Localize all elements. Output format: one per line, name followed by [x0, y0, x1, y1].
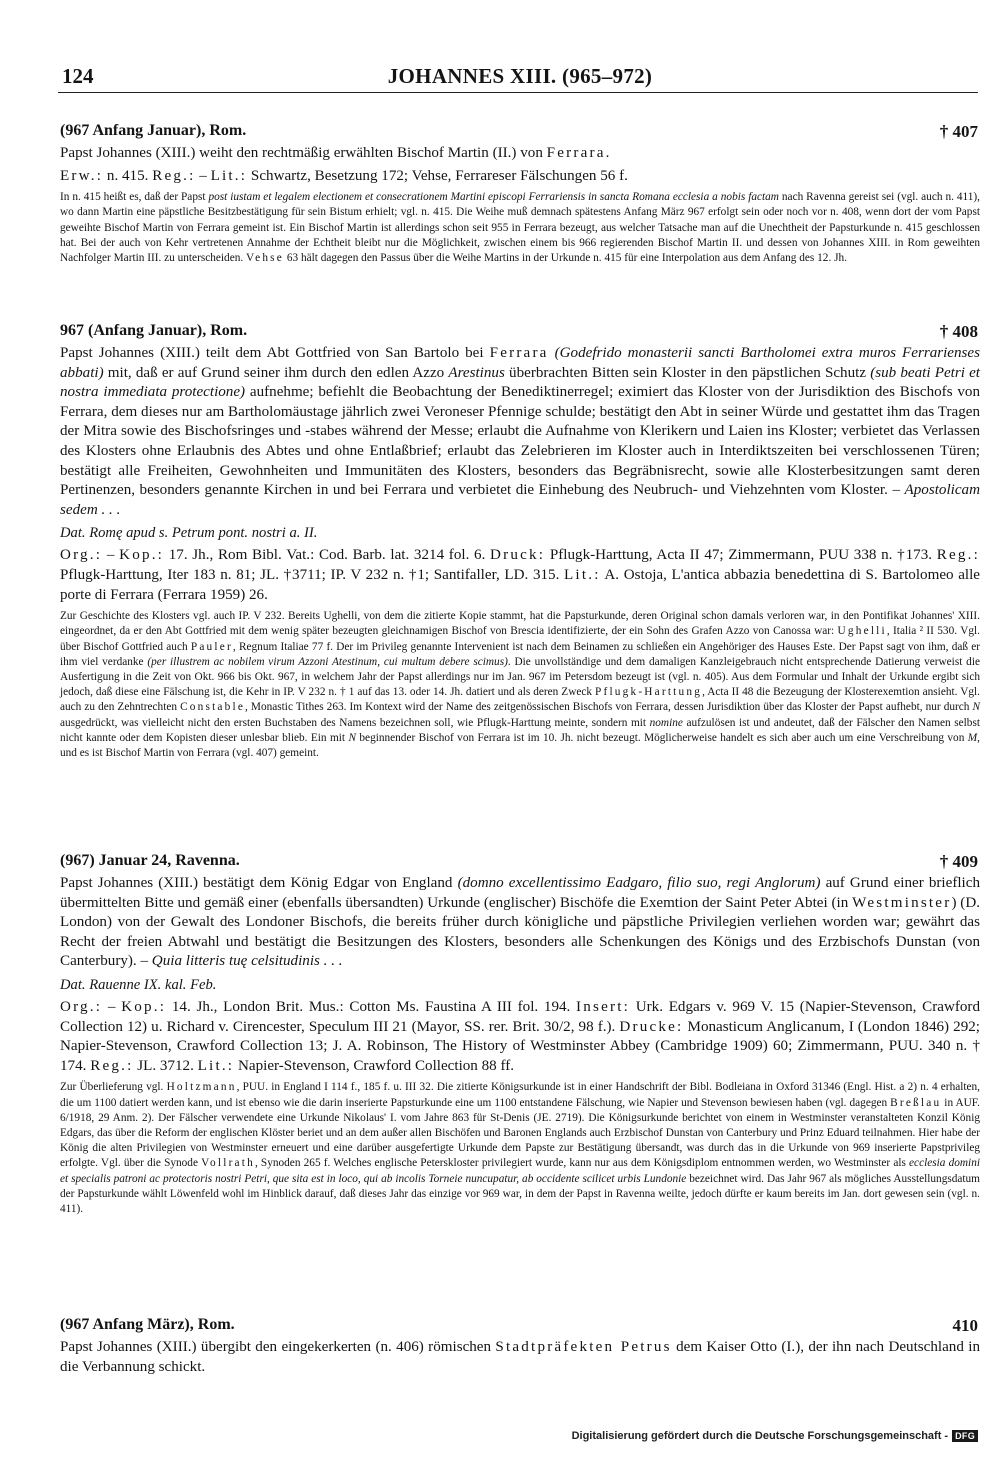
text-run: aufzulösen ist und andeutet, daß der Fälscher den Namen selbst nicht kannte oder dem Kopisten dieser unlesbar blieb. Ein mit	[60, 716, 980, 744]
text-run: in AUF. 6/1918, 29 Anm. 2). Der Fälscher verwendete eine Urkunde Nikolaus' I. vom Jahre 863 für St-Denis (JE. 2719). Die Königsurkunde berichtet von einem in Westminster veranstalteten Konzil König Edgars, das über die Reform der englischen Klöster beriet und an dem außer allen Bischöfen und Baronen Englands auch Erzbischof Dunstan von Canterbury und Prinz Eduard teilnahmen. Hier habe der König die alten Privilegien von Westminster erneuert und eine darüber ausgefertigte Urkunde dem Papste zur Bestätigung übersandt, was durch das in die Urkunde von 969 inserierte Papstprivileg erfolgte. Vgl. über die Synode	[60, 1096, 980, 1170]
entry-dating-clause: Dat. Rauenne IX. kal. Feb.	[60, 976, 217, 993]
text-run: Zur Überlieferung vgl.	[60, 1081, 167, 1094]
text-run: ) (D. London) von der Gewalt des Londoner Bischofs, die bereits früher durch königliche und päpstliche Privilegien verliehen worden war; gewährt das Recht der freien Abtwahl und bestätigt die Besitzungen des Klosters, besonders alle Schenkungen des Königs und des Erzbischofs Dunstan (von Canterbury). –	[60, 894, 981, 970]
entry-sources	[60, 167, 980, 187]
entry-date: (967 Anfang März), Rom.	[60, 1316, 235, 1333]
entry-number: 410	[952, 1316, 978, 1335]
spaced-run: Ferrara	[546, 145, 606, 161]
spaced-run: Insert:	[576, 998, 631, 1015]
text-run: mit, daß er auf Grund seiner ihm durch den edlen Azzo	[103, 364, 449, 381]
text-run: –	[195, 167, 211, 184]
text-run: .	[605, 145, 610, 161]
spaced-run: Drucke:	[619, 1018, 684, 1035]
text-run: Monasticum Anglicanum, I (London 1846) 292; Napier-Stevenson, Crawford Collection 13; J. A. Robinson, The History of Westminster Abbey (Cambridge 1909) 60; Zimmermann, PUU. 340 n. † 174.	[60, 1018, 980, 1074]
dfg-logo: DFG	[952, 1430, 978, 1442]
italic-run: (Godefrido monasterii sancti Bartholomei extra muros Ferrarienses abbati)	[60, 345, 980, 381]
regest-entry-409	[60, 852, 980, 1217]
italic-run: (per illustrem ac nobilem virum Azzoni Atestinum, cui multum debere scimus)	[147, 655, 508, 668]
text-run: –	[102, 547, 120, 564]
text-run: 63 hält dagegen den Passus über die Weihe Martins in der Urkunde n. 415 für eine Interpolation aus dem Anfang des 12. Jh.	[284, 252, 847, 264]
entry-summary	[60, 144, 980, 164]
text-run: Papst Johannes (XIII.) weiht den rechtmäßig erwählten Bischof Martin (II.) von	[60, 145, 547, 161]
entry-heading	[60, 322, 980, 344]
text-run: überbrachten Bitten sein Kloster in den päpstlichen Schutz	[504, 364, 871, 381]
italic-run: ecclesia domini et specialis patroni ac protectoris nostri Petri, que sita est in loco, qui ab incolis Torneie nuncupatur, ab occidente scilicet urbis Lundonie	[60, 1157, 980, 1185]
entry-dating-clause: Dat. Romę apud s. Petrum pont. nostri a. II.	[60, 525, 318, 542]
text-run: 17. Jh., Rom Bibl. Vat.: Cod. Barb. lat. 3214 fol. 6.	[164, 547, 491, 564]
text-run: bezeichnet wird. Das Jahr 967 als mögliches Ausstellungsdatum der Papsturkunde wählt Löwenfeld wohl im Hinblick darauf, daß dieses Jahr das einzige vor 969 war, in dem der Papst in Ravenna weilte, jedoch dürfte er kaum bereits im Jan. dort gewesen sein (vgl. n. 411).	[60, 1172, 980, 1215]
spaced-run: Pauler	[190, 640, 233, 653]
text-run: Schwartz, Besetzung 172; Vehse, Ferrareser Fälschungen 56 f.	[247, 167, 628, 184]
text-run: Pflugk-Harttung, Iter 183 n. 81; JL. †3711; IP. V 232 n. †1; Santifaller, LD. 315.	[60, 566, 565, 583]
italic-run: Apostolicam sedem . . .	[60, 482, 980, 518]
footer-text: Digitalisierung gefördert durch die Deutsche Forschungsgemeinschaft -	[571, 1430, 949, 1442]
text-run: –	[102, 998, 122, 1015]
spaced-run: Stadtpräfekten Petrus	[495, 1339, 672, 1355]
spaced-run: Breßlau	[890, 1096, 942, 1109]
spaced-run: Reg.:	[936, 547, 980, 564]
spaced-run: Constable	[180, 701, 246, 714]
page-number: 124	[62, 64, 94, 88]
italic-run: (domno excellentissimo Eadgaro, filio suo, regi Anglorum)	[457, 875, 821, 891]
header-rule	[58, 92, 978, 93]
entry-sources	[60, 998, 980, 1076]
spaced-run: Pflugk-Harttung	[595, 686, 703, 699]
text-run: Pflugk-Harttung, Acta II 47; Zimmermann, PUU 338 n. †173.	[545, 547, 937, 564]
italic-run: post iustam et legalem electionem et consecrationem Martini episcopi Ferrariensis in sancta Romana ecclesia a nobis factam	[208, 191, 779, 204]
entry-commentary	[60, 609, 980, 761]
spaced-run: Erw.:	[60, 167, 104, 184]
spaced-run: Westminster	[852, 894, 952, 911]
entry-number: † 407	[939, 122, 978, 141]
text-run: Papst Johannes (XIII.) teilt dem Abt Gottfried von San Bartolo bei	[60, 345, 490, 361]
text-run: , Acta II 48 die Bezeugung der Klosterexemtion ansieht. Vgl. auch zu den Zehntrechten	[60, 686, 980, 714]
entry-sources	[60, 546, 980, 605]
spaced-run: Kop.:	[119, 547, 165, 564]
text-run: A. Ostoja, L'antica abbazia benedettina di S. Bartolomeo alle porte di Ferrara (Ferrara 1959) 26.	[60, 566, 980, 603]
text-run: beginnender Bischof von Ferrara ist im 10. Jh. nicht bezeugt. Möglicherweise handelt es sich aber auch um eine Verschreibung von	[356, 731, 968, 744]
spaced-run: Kop.:	[121, 998, 167, 1015]
entry-heading	[60, 1316, 980, 1338]
italic-run: N	[348, 731, 356, 744]
entry-summary	[60, 344, 980, 520]
entry-date: 967 (Anfang Januar), Rom.	[60, 322, 248, 339]
italic-run: nomine	[649, 716, 683, 729]
text-run: dem Kaiser Otto (I.), der ihn nach Deutschland in die Verbannung schickt.	[60, 1339, 980, 1375]
italic-run: (sub beati Petri et nostra immediata protectione)	[60, 364, 980, 401]
spaced-run: Org.:	[60, 547, 103, 564]
text-run: aufnehme; befiehlt die Beobachtung der Benediktinerregel; eximiert das Kloster von der Jurisdiktion des Bischofs von Ferrara, dem dieses nur am Bartholomäustage jährlich zwei Veroneser Pfennige schulde; bestätigt den Abt in seiner Würde und gestattet ihm das Tragen der Mitra sowie des Bischofsringes und -stabes während der Messe; erlaubt die Aufnahme von Klerikern und Laien ins Kloster; verbietet das Verlassen des Klosters ohne Erlaubnis des Abtes und ohne Entlaßbrief; erlaubt das Zelebrieren im Kloster auch in Interdiktszeiten bei verschlossenen Türen; bestätigt alle Freiheiten, Gewohnheiten und Immunitäten des Klosters, besonders das Begräbnisrecht, sowie alle Klosterbesitzungen samt deren Pertinenzen, besonders genannte Kirchen in und bei Ferrara und verbietet die Einhebung des Neubruch- und Viehzehnten vom Kloster. –	[60, 384, 981, 499]
text-run: Papst Johannes (XIII.) bestätigt dem König Edgar von England	[60, 875, 458, 891]
funding-footer	[572, 1430, 978, 1442]
italic-run: N	[972, 701, 981, 714]
running-title: JOHANNES XIII. (965–972)	[387, 64, 653, 88]
spaced-run: Ferrara	[489, 345, 549, 361]
entry-number: † 409	[939, 852, 978, 871]
spaced-run: Lit.:	[197, 1057, 235, 1074]
spaced-run: Druck:	[490, 547, 546, 564]
text-run: Napier-Stevenson, Crawford Collection 88 ff.	[234, 1057, 515, 1074]
italic-run: M	[967, 731, 978, 744]
regest-entry-408	[60, 322, 980, 761]
spaced-run: Reg.:	[90, 1057, 134, 1074]
spaced-run: Vehse	[246, 252, 284, 264]
entry-commentary	[60, 1080, 980, 1217]
text-run: II 530. Vgl. über Bischof Gottfried auch	[60, 625, 980, 653]
text-run: , und es ist Bischof Martin von Ferrara (vgl. 407) gemeint.	[60, 731, 980, 759]
spaced-run: Vollrath	[201, 1157, 255, 1170]
text-run: auf Grund einer brieflich übermittelten Bitte und gemäß einer (ebenfalls übersandten) Urkunde (englischer) Bischöfe die Exemtion der Saint Peter Abtei (in	[60, 875, 980, 911]
entry-heading	[60, 852, 980, 874]
text-run: ²	[919, 625, 927, 638]
text-run: ausgedrückt, was vielleicht nicht den ersten Buchstaben des Namens bezeichnen soll, wie Pflugk-Harttung meinte, sondern mit	[60, 716, 650, 729]
spaced-run: Reg.:	[152, 167, 196, 184]
text-run: In n. 415 heißt es, daß der Papst	[60, 191, 209, 204]
running-header	[62, 64, 978, 90]
spaced-run: Holtzmann	[166, 1081, 237, 1094]
regest-entry-407	[60, 122, 980, 266]
entry-commentary	[60, 190, 980, 266]
spaced-run: Ughelli	[837, 625, 887, 638]
text-run: n. 415.	[103, 167, 153, 184]
entry-summary	[60, 874, 980, 972]
text-run: nach Ravenna gereist sei (vgl. auch n. 411), wo dann Martin eine päpstliche Besitzbestätigung für sein Bistum erhielt; vgl. n. 415. Die Weihe muß demnach spätestens Anfang März 967 erfolgt sein oder noch vor n. 408, wenn dort der vom Papst geweihte Bischof Martin von Ferrara gemeint ist. Ein Bischof Martin ist allerdings schon seit 955 in Ferrara bezeugt, aus welcher Tatsache man auf die Unechtheit der Papsturkunde n. 415 geschlossen hat. Bei der auch von Kehr vertretenen Annahme der Echtheit bleibt nur die Möglichkeit, zwischen einem bis 966 regierenden Bischof Martin II. und dessen von Johannes XIII. in Rom geweihten Nachfolger Martin III. zu unterscheiden.	[60, 191, 980, 264]
entry-heading	[60, 122, 980, 144]
text-run: , Regnum Italiae 77 f. Der im Privileg genannte Intervenient ist nach dem Beinamen zu schließen ein Angehöriger des Hauses Este. Der Papst sagt von ihm, daß er ihm viel verdanke	[60, 640, 981, 668]
spaced-run: Org.:	[60, 998, 103, 1015]
italic-run: Quia litteris tuę celsitudinis . . .	[151, 953, 343, 970]
entry-summary	[60, 1338, 980, 1377]
text-run: Zur Geschichte des Klosters vgl. auch IP. V 232. Bereits Ughelli, von dem die zitierte Kopie stammt, hat die Papsturkunde, deren Original schon damals verloren war, in den Pontifikat Johannes' XIII. eingeordnet, da er den Abt Gottfried mit dem wenig später bezeugten gleichnamigen Bischof von Brescia identifizierte, der ein Sohn des Grafen Azzo von Canossa war:	[60, 610, 980, 638]
entry-date: (967) Januar 24, Ravenna.	[60, 852, 240, 869]
text-run: . Die unvollständige und dem damaligen Kanzleigebrauch nicht entsprechende Datierung verweist die Ausfertigung in die Zeit von Okt. 966 bis Okt. 967, in welchem Jahr der Papst allerdings nur im Jan. 967 im Petersdom bezeugt ist (vgl. n. 405). Aus dem Formular und Inhalt der Urkunde ergibt sich jedoch, daß diese eine Fälschung ist, die Kehr in IP. V 232 n. † 1 auf das 13. oder 14. Jh. datiert und als deren Zweck	[60, 655, 980, 699]
regest-entry-410	[60, 1316, 980, 1377]
entry-number: † 408	[939, 322, 978, 341]
text-run: , Synoden 265 f. Welches englische Peterskloster privilegiert wurde, kann nur aus dem Königsdiplom entnommen werden, wo Westminster als	[254, 1157, 910, 1170]
text-run: , PUU. in England I 114 f., 185 f. u. III 32. Die zitierte Königsurkunde ist in einer Handschrift der Bibl. Bodleiana in Oxford 31346 (Engl. Hist. a 2) n. 4 erhalten, die um 1100 datiert werden kann, und ist ebenso wie die darin inserierte Papsturkunde eine um 1100 entstandene Fälschung, wie Napier und Stevenson bewiesen haben (vgl. dagegen	[60, 1081, 981, 1109]
text-run: , Italia	[886, 625, 920, 638]
spaced-run: Lit.:	[210, 167, 248, 184]
spaced-run: Lit.:	[564, 566, 601, 583]
text-run: 14. Jh., London Brit. Mus.: Cotton Ms. Faustina A III fol. 194.	[166, 998, 577, 1015]
text-run: , Monastic Tithes 263. Im Kontext wird der Name des zeitgenössischen Bischofs von Ferrara, dessen Jurisdiktion über das Kloster der Papst aufhebt, nur durch	[245, 701, 973, 714]
text-run: JL. 3712.	[133, 1057, 198, 1074]
text-run: Papst Johannes (XIII.) übergibt den eingekerkerten (n. 406) römischen	[60, 1339, 496, 1355]
text-run: Urk. Edgars v. 969 V. 15 (Napier-Stevenson, Crawford Collection 12) u. Richard v. Cirencester, Speculum III 21 (Mayor, SS. rer. Brit. 30/2, 98 f.).	[60, 998, 980, 1035]
entry-date: (967 Anfang Januar), Rom.	[60, 122, 247, 139]
italic-run: Arestinus	[448, 364, 505, 381]
